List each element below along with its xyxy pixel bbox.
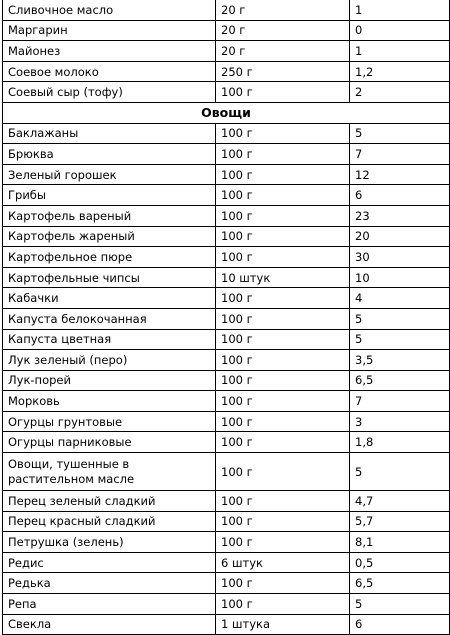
value-cell: 30 xyxy=(350,247,450,268)
value-cell: 6,5 xyxy=(350,370,450,391)
table-row xyxy=(3,432,450,453)
food-name-cell: Грибы xyxy=(3,185,216,206)
value-cell: 7 xyxy=(350,144,450,165)
food-name-cell: Соевое молоко xyxy=(3,61,216,82)
serving-size-cell: 1 штука xyxy=(216,614,350,635)
nutrition-table-body xyxy=(3,0,450,635)
table-row xyxy=(3,573,450,594)
value-cell: 4,7 xyxy=(350,491,450,512)
food-name-cell: Свекла xyxy=(3,614,216,635)
value-cell: 6,5 xyxy=(350,573,450,594)
food-name-cell: Редис xyxy=(3,552,216,573)
table-row xyxy=(3,453,450,491)
food-name-cell: Картофельные чипсы xyxy=(3,267,216,288)
value-cell: 7 xyxy=(350,391,450,412)
food-name-cell: Перец красный сладкий xyxy=(3,511,216,532)
table-row xyxy=(3,594,450,615)
value-cell: 5 xyxy=(350,594,450,615)
food-name-cell: Огурцы парниковые xyxy=(3,432,216,453)
value-cell: 1,2 xyxy=(350,61,450,82)
table-row xyxy=(3,614,450,635)
food-name-cell: Картофельное пюре xyxy=(3,247,216,268)
serving-size-cell: 100 г xyxy=(216,573,350,594)
food-name-cell: Сливочное масло xyxy=(3,0,216,20)
section-title: Овощи xyxy=(3,102,450,123)
serving-size-cell: 100 г xyxy=(216,247,350,268)
food-name-cell: Кабачки xyxy=(3,288,216,309)
table-row xyxy=(3,552,450,573)
serving-size-cell: 100 г xyxy=(216,82,350,103)
food-name-cell: Лук-порей xyxy=(3,370,216,391)
table-row xyxy=(3,205,450,226)
food-name-cell: Картофель жареный xyxy=(3,226,216,247)
food-name-cell: Баклажаны xyxy=(3,123,216,144)
value-cell: 5 xyxy=(350,329,450,350)
value-cell: 0 xyxy=(350,20,450,41)
food-name-cell: Репа xyxy=(3,594,216,615)
table-row xyxy=(3,391,450,412)
value-cell: 5,7 xyxy=(350,511,450,532)
serving-size-cell: 100 г xyxy=(216,123,350,144)
serving-size-cell: 100 г xyxy=(216,491,350,512)
serving-size-cell: 250 г xyxy=(216,61,350,82)
value-cell: 8,1 xyxy=(350,532,450,553)
value-cell: 6 xyxy=(350,185,450,206)
serving-size-cell: 10 штук xyxy=(216,267,350,288)
table-row xyxy=(3,511,450,532)
food-name-cell: Морковь xyxy=(3,391,216,412)
table-row xyxy=(3,123,450,144)
value-cell: 10 xyxy=(350,267,450,288)
serving-size-cell: 100 г xyxy=(216,453,350,491)
value-cell: 23 xyxy=(350,205,450,226)
value-cell: 0,5 xyxy=(350,552,450,573)
food-name-cell: Картофель вареный xyxy=(3,205,216,226)
food-name-cell: Соевый сыр (тофу) xyxy=(3,82,216,103)
table-row xyxy=(3,164,450,185)
serving-size-cell: 100 г xyxy=(216,288,350,309)
table-row xyxy=(3,41,450,62)
table-row xyxy=(3,185,450,206)
serving-size-cell: 100 г xyxy=(216,144,350,165)
serving-size-cell: 100 г xyxy=(216,370,350,391)
section-header-row xyxy=(3,102,450,123)
serving-size-cell: 20 г xyxy=(216,0,350,20)
table-row xyxy=(3,247,450,268)
serving-size-cell: 20 г xyxy=(216,41,350,62)
serving-size-cell: 6 штук xyxy=(216,552,350,573)
serving-size-cell: 100 г xyxy=(216,164,350,185)
serving-size-cell: 20 г xyxy=(216,20,350,41)
food-name-cell: Капуста белокочанная xyxy=(3,308,216,329)
value-cell: 5 xyxy=(350,453,450,491)
food-name-cell: Лук зеленый (перо) xyxy=(3,350,216,371)
serving-size-cell: 100 г xyxy=(216,185,350,206)
table-row xyxy=(3,308,450,329)
food-name-cell: Овощи, тушенные в растительном масле xyxy=(3,453,216,491)
food-name-cell: Огурцы грунтовые xyxy=(3,411,216,432)
table-row xyxy=(3,20,450,41)
table-row xyxy=(3,370,450,391)
serving-size-cell: 100 г xyxy=(216,432,350,453)
serving-size-cell: 100 г xyxy=(216,226,350,247)
value-cell: 12 xyxy=(350,164,450,185)
nutrition-table xyxy=(2,0,450,635)
table-row xyxy=(3,267,450,288)
value-cell: 5 xyxy=(350,308,450,329)
table-row xyxy=(3,288,450,309)
serving-size-cell: 100 г xyxy=(216,594,350,615)
food-name-cell: Петрушка (зелень) xyxy=(3,532,216,553)
serving-size-cell: 100 г xyxy=(216,391,350,412)
table-row xyxy=(3,491,450,512)
value-cell: 3 xyxy=(350,411,450,432)
value-cell: 1,8 xyxy=(350,432,450,453)
serving-size-cell: 100 г xyxy=(216,511,350,532)
serving-size-cell: 100 г xyxy=(216,411,350,432)
serving-size-cell: 100 г xyxy=(216,350,350,371)
table-row xyxy=(3,0,450,20)
food-name-cell: Перец зеленый сладкий xyxy=(3,491,216,512)
serving-size-cell: 100 г xyxy=(216,205,350,226)
value-cell: 1 xyxy=(350,0,450,20)
table-row xyxy=(3,350,450,371)
table-row xyxy=(3,411,450,432)
value-cell: 1 xyxy=(350,41,450,62)
serving-size-cell: 100 г xyxy=(216,329,350,350)
table-row xyxy=(3,329,450,350)
food-name-cell: Маргарин xyxy=(3,20,216,41)
food-name-cell: Капуста цветная xyxy=(3,329,216,350)
value-cell: 3,5 xyxy=(350,350,450,371)
table-row xyxy=(3,532,450,553)
table-row xyxy=(3,226,450,247)
table-row xyxy=(3,144,450,165)
value-cell: 5 xyxy=(350,123,450,144)
table-row xyxy=(3,82,450,103)
value-cell: 2 xyxy=(350,82,450,103)
food-name-cell: Майонез xyxy=(3,41,216,62)
serving-size-cell: 100 г xyxy=(216,308,350,329)
value-cell: 6 xyxy=(350,614,450,635)
food-name-cell: Редька xyxy=(3,573,216,594)
value-cell: 4 xyxy=(350,288,450,309)
serving-size-cell: 100 г xyxy=(216,532,350,553)
value-cell: 20 xyxy=(350,226,450,247)
food-name-cell: Зеленый горошек xyxy=(3,164,216,185)
food-name-cell: Брюква xyxy=(3,144,216,165)
table-row xyxy=(3,61,450,82)
